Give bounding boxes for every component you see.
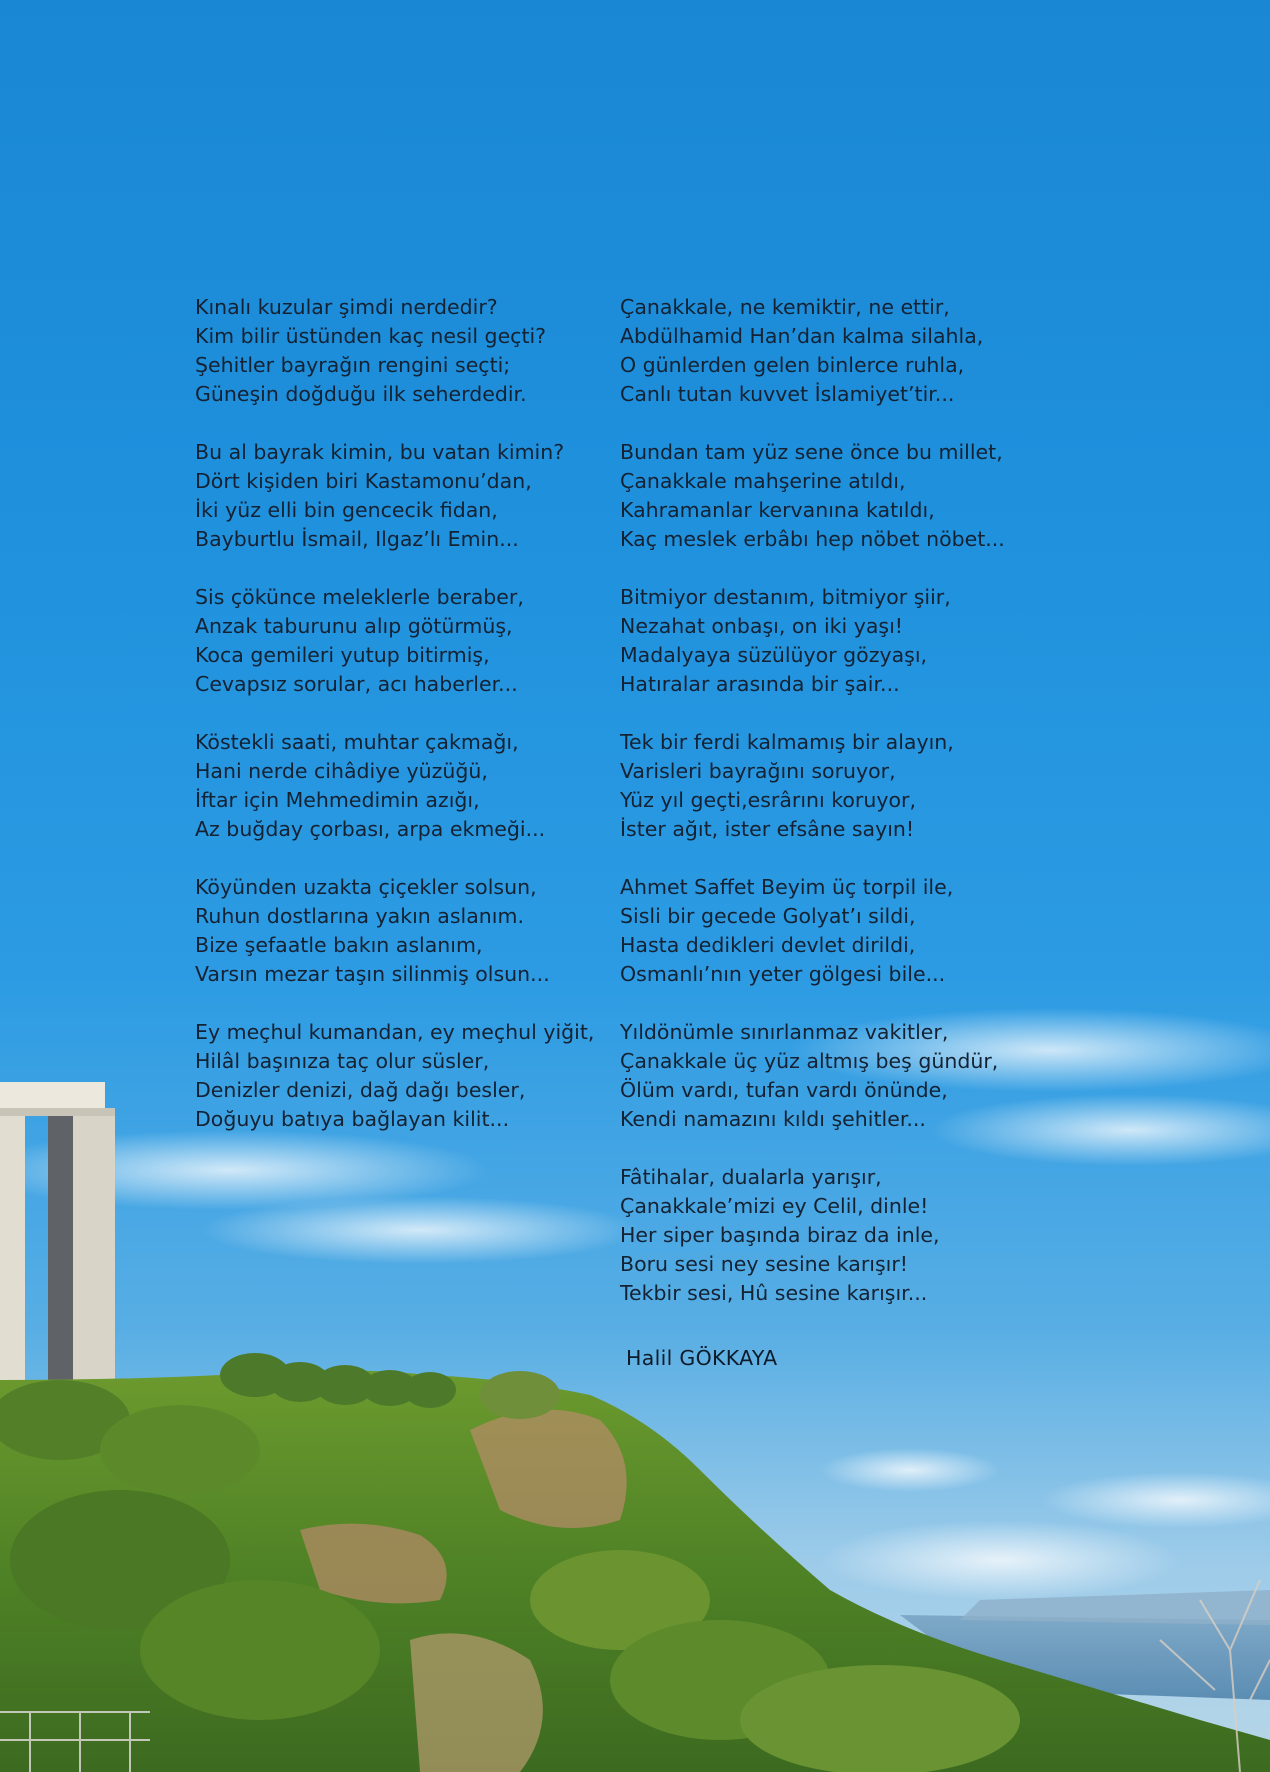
poem-line: Hilâl başınıza taç olur süsler, xyxy=(195,1049,490,1073)
stanza xyxy=(620,1163,1040,1308)
stanza xyxy=(195,438,615,554)
stanza xyxy=(195,873,615,989)
poem-line: Cevapsız sorular, acı haberler... xyxy=(195,672,518,696)
poem-line: Abdülhamid Han’dan kalma silahla, xyxy=(620,324,984,348)
poem-line: Kaç meslek erbâbı hep nöbet nöbet... xyxy=(620,527,1005,551)
poem-line: Az buğday çorbası, arpa ekmeği... xyxy=(195,817,546,841)
poem-line: Sis çökünce meleklerle beraber, xyxy=(195,585,524,609)
poem-line: Bitmiyor destanım, bitmiyor şiir, xyxy=(620,585,951,609)
poem-line: Anzak taburunu alıp götürmüş, xyxy=(195,614,513,638)
stanza xyxy=(195,1018,615,1134)
poem-line: Çanakkale, ne kemiktir, ne ettir, xyxy=(620,295,950,319)
poem-right-column xyxy=(620,293,1040,1337)
poem-line: Çanakkale’mizi ey Celil, dinle! xyxy=(620,1194,929,1218)
poem-line: Köstekli saati, muhtar çakmağı, xyxy=(195,730,519,754)
stanza xyxy=(620,583,1040,699)
poem-line: Varisleri bayrağını soruyor, xyxy=(620,759,896,783)
poem-line: Bundan tam yüz sene önce bu millet, xyxy=(620,440,1003,464)
poem-author: Halil GÖKKAYA xyxy=(626,1346,778,1370)
stanza xyxy=(620,1018,1040,1134)
stanza xyxy=(620,728,1040,844)
poem-line: Kınalı kuzular şimdi nerdedir? xyxy=(195,295,498,319)
poem-line: Hasta dedikleri devlet dirildi, xyxy=(620,933,916,957)
poem-line: Ölüm vardı, tufan vardı önünde, xyxy=(620,1078,948,1102)
stanza xyxy=(195,728,615,844)
poem-line: Koca gemileri yutup bitirmiş, xyxy=(195,643,490,667)
poem-line: Nezahat onbaşı, on iki yaşı! xyxy=(620,614,904,638)
poem-line: Yüz yıl geçti,esrârını koruyor, xyxy=(620,788,916,812)
poem-line: Yıldönümle sınırlanmaz vakitler, xyxy=(620,1020,949,1044)
poem-line: Dört kişiden biri Kastamonu’dan, xyxy=(195,469,532,493)
poem-line: Denizler denizi, dağ dağı besler, xyxy=(195,1078,526,1102)
poem-line: Hatıralar arasında bir şair... xyxy=(620,672,900,696)
poem-line: Fâtihalar, dualarla yarışır, xyxy=(620,1165,882,1189)
poem-line: Güneşin doğduğu ilk seherdedir. xyxy=(195,382,527,406)
poem-line: Bayburtlu İsmail, Ilgaz’lı Emin... xyxy=(195,527,519,551)
poem-line: Boru sesi ney sesine karışır! xyxy=(620,1252,908,1276)
stanza xyxy=(620,873,1040,989)
poem-left-column xyxy=(195,293,615,1163)
poem-line: Sisli bir gecede Golyat’ı sildi, xyxy=(620,904,916,928)
poem-line: Hani nerde cihâdiye yüzüğü, xyxy=(195,759,488,783)
stanza xyxy=(195,583,615,699)
poem-line: Ruhun dostlarına yakın aslanım. xyxy=(195,904,524,928)
poem-line: Her siper başında biraz da inle, xyxy=(620,1223,940,1247)
poem-line: Madalyaya süzülüyor gözyaşı, xyxy=(620,643,928,667)
poem-line: Ey meçhul kumandan, ey meçhul yiğit, xyxy=(195,1020,595,1044)
poem-line: Tek bir ferdi kalmamış bir alayın, xyxy=(620,730,954,754)
stanza xyxy=(620,438,1040,554)
poem-line: Canlı tutan kuvvet İslamiyet’tir... xyxy=(620,382,955,406)
poem-line: İki yüz elli bin gencecik fidan, xyxy=(195,498,498,522)
poem-line: İftar için Mehmedimin azığı, xyxy=(195,788,480,812)
poem-line: Osmanlı’nın yeter gölgesi bile... xyxy=(620,962,946,986)
poem-line: Bize şefaatle bakın aslanım, xyxy=(195,933,483,957)
poem-line: Ahmet Saffet Beyim üç torpil ile, xyxy=(620,875,954,899)
poem-line: Şehitler bayrağın rengini seçti; xyxy=(195,353,511,377)
poem-line: İster ağıt, ister efsâne sayın! xyxy=(620,817,915,841)
stanza xyxy=(195,293,615,409)
poem-line: Kendi namazını kıldı şehitler... xyxy=(620,1107,926,1131)
poem-line: Varsın mezar taşın silinmiş olsun... xyxy=(195,962,550,986)
poem-line: Kahramanlar kervanına katıldı, xyxy=(620,498,935,522)
poem-line: Doğuyu batıya bağlayan kilit... xyxy=(195,1107,510,1131)
poem-line: Köyünden uzakta çiçekler solsun, xyxy=(195,875,537,899)
poem-line: Kim bilir üstünden kaç nesil geçti? xyxy=(195,324,547,348)
stanza xyxy=(620,293,1040,409)
poem-line: Çanakkale üç yüz altmış beş gündür, xyxy=(620,1049,999,1073)
poem-line: Bu al bayrak kimin, bu vatan kimin? xyxy=(195,440,565,464)
poem-line: O günlerden gelen binlerce ruhla, xyxy=(620,353,965,377)
poem-line: Çanakkale mahşerine atıldı, xyxy=(620,469,906,493)
poem-line: Tekbir sesi, Hû sesine karışır... xyxy=(620,1281,928,1305)
